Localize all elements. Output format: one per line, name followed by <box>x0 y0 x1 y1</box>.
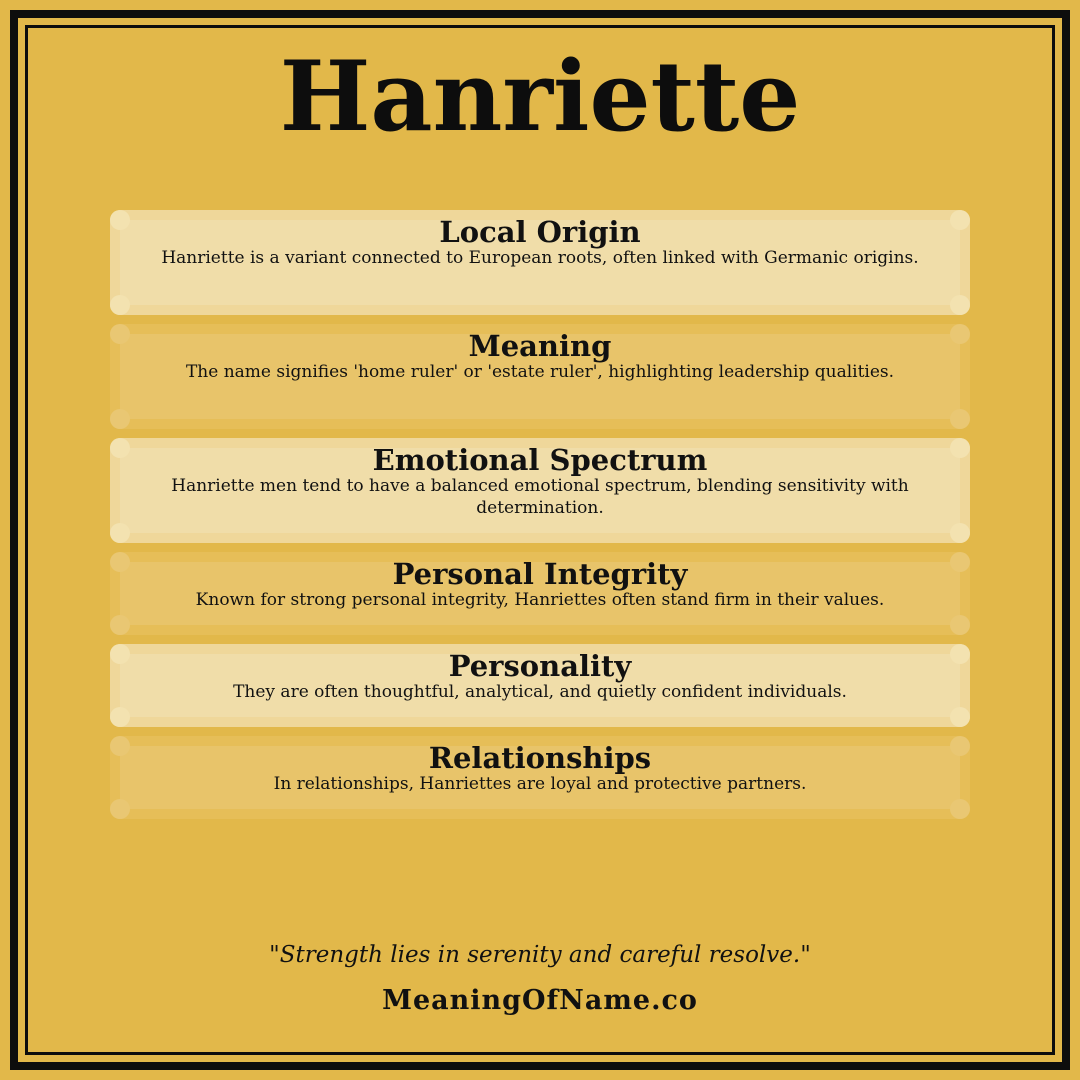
card-relationships <box>110 736 970 819</box>
corner-dot <box>110 707 130 727</box>
corner-dot <box>950 523 970 543</box>
card-local-origin <box>110 210 970 315</box>
card-text: They are often thoughtful, analytical, and quietly confident individuals. <box>233 682 847 702</box>
card-text: Hanriette is a variant connected to European roots, often linked with Germanic origins. <box>161 248 919 268</box>
corner-dot <box>950 295 970 315</box>
card-text: Known for strong personal integrity, Hanriettes often stand firm in their values. <box>195 590 885 610</box>
quote-text: Strength lies in serenity and careful resolve. <box>279 942 801 968</box>
quote-open-mark: " <box>269 942 280 968</box>
corner-dot <box>950 409 970 429</box>
card-emotional-spectrum <box>110 438 970 543</box>
quote-close-mark: " <box>800 942 811 968</box>
corner-dot <box>950 615 970 635</box>
card-heading: Personality <box>448 649 632 683</box>
brand-footer: MeaningOfName.co <box>382 985 698 1016</box>
card-text: The name signifies 'home ruler' or 'estate ruler', highlighting leadership qualities. <box>185 362 895 382</box>
card-personality <box>110 644 970 727</box>
card-text: In relationships, Hanriettes are loyal and protective partners. <box>273 774 807 794</box>
card-heading: Relationships <box>428 741 652 775</box>
card-heading: Local Origin <box>439 215 641 249</box>
name-title: Hanriette <box>279 40 801 153</box>
card-heading: Personal Integrity <box>392 557 688 591</box>
card-heading: Emotional Spectrum <box>372 443 708 477</box>
card-text: Hanriette men tend to have a balanced emotional spectrum, blending sensitivity with determination. <box>171 476 909 518</box>
corner-dot <box>110 523 130 543</box>
card-heading: Meaning <box>468 329 612 363</box>
corner-dot <box>110 615 130 635</box>
corner-dot <box>110 409 130 429</box>
card-meaning <box>110 324 970 429</box>
quote <box>0 938 1080 972</box>
corner-dot <box>950 707 970 727</box>
corner-dot <box>950 799 970 819</box>
corner-dot <box>110 295 130 315</box>
card-personal-integrity <box>110 552 970 635</box>
corner-dot <box>110 799 130 819</box>
